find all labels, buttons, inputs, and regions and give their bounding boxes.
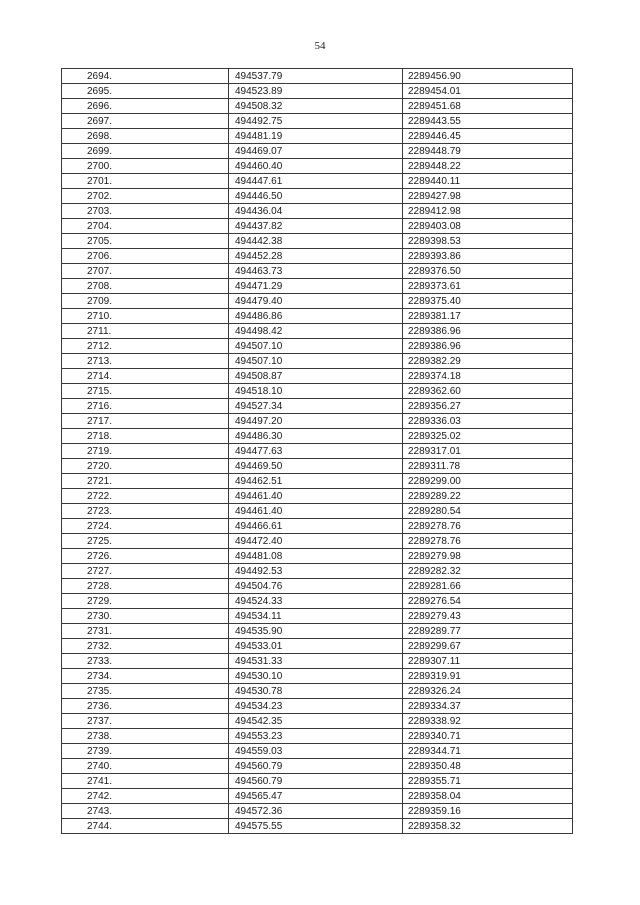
x-coordinate-cell: 494508.87 [229,369,403,384]
x-coordinate-cell: 494462.51 [229,474,403,489]
point-number-cell: 2715. [62,384,229,399]
x-coordinate-cell: 494477.63 [229,444,403,459]
x-coordinate-cell: 494463.73 [229,264,403,279]
point-number-cell: 2724. [62,519,229,534]
y-coordinate-cell: 2289356.27 [403,399,573,414]
point-number-cell: 2712. [62,339,229,354]
table-row [62,279,573,294]
coordinates-table [61,68,573,834]
x-coordinate-cell: 494507.10 [229,354,403,369]
table-row [62,234,573,249]
point-number-cell: 2700. [62,159,229,174]
y-coordinate-cell: 2289412.98 [403,204,573,219]
x-coordinate-cell: 494534.11 [229,609,403,624]
x-coordinate-cell: 494565.47 [229,789,403,804]
x-coordinate-cell: 494452.28 [229,249,403,264]
y-coordinate-cell: 2289278.76 [403,534,573,549]
y-coordinate-cell: 2289279.43 [403,609,573,624]
x-coordinate-cell: 494531.33 [229,654,403,669]
y-coordinate-cell: 2289317.01 [403,444,573,459]
x-coordinate-cell: 494498.42 [229,324,403,339]
point-number-cell: 2714. [62,369,229,384]
point-number-cell: 2739. [62,744,229,759]
table-row [62,129,573,144]
x-coordinate-cell: 494575.55 [229,819,403,834]
y-coordinate-cell: 2289325.02 [403,429,573,444]
x-coordinate-cell: 494530.78 [229,684,403,699]
table-row [62,684,573,699]
table-row [62,114,573,129]
y-coordinate-cell: 2289386.96 [403,324,573,339]
x-coordinate-cell: 494479.40 [229,294,403,309]
table-row [62,99,573,114]
point-number-cell: 2722. [62,489,229,504]
x-coordinate-cell: 494508.32 [229,99,403,114]
y-coordinate-cell: 2289355.71 [403,774,573,789]
point-number-cell: 2721. [62,474,229,489]
point-number-cell: 2732. [62,639,229,654]
y-coordinate-cell: 2289362.60 [403,384,573,399]
y-coordinate-cell: 2289446.45 [403,129,573,144]
y-coordinate-cell: 2289451.68 [403,99,573,114]
point-number-cell: 2734. [62,669,229,684]
table-row [62,144,573,159]
table-row [62,549,573,564]
x-coordinate-cell: 494534.23 [229,699,403,714]
table-row [62,309,573,324]
table-row [62,354,573,369]
x-coordinate-cell: 494542.35 [229,714,403,729]
x-coordinate-cell: 494466.61 [229,519,403,534]
point-number-cell: 2718. [62,429,229,444]
x-coordinate-cell: 494537.79 [229,69,403,84]
table-row [62,339,573,354]
point-number-cell: 2706. [62,249,229,264]
x-coordinate-cell: 494553.23 [229,729,403,744]
y-coordinate-cell: 2289299.67 [403,639,573,654]
point-number-cell: 2727. [62,564,229,579]
y-coordinate-cell: 2289338.92 [403,714,573,729]
x-coordinate-cell: 494507.10 [229,339,403,354]
y-coordinate-cell: 2289448.79 [403,144,573,159]
point-number-cell: 2703. [62,204,229,219]
x-coordinate-cell: 494486.30 [229,429,403,444]
point-number-cell: 2741. [62,774,229,789]
page-number: 54 [314,40,326,52]
y-coordinate-cell: 2289319.91 [403,669,573,684]
x-coordinate-cell: 494530.10 [229,669,403,684]
x-coordinate-cell: 494461.40 [229,489,403,504]
point-number-cell: 2694. [62,69,229,84]
point-number-cell: 2708. [62,279,229,294]
y-coordinate-cell: 2289359.16 [403,804,573,819]
x-coordinate-cell: 494447.61 [229,174,403,189]
table-row [62,264,573,279]
x-coordinate-cell: 494460.40 [229,159,403,174]
y-coordinate-cell: 2289456.90 [403,69,573,84]
y-coordinate-cell: 2289282.32 [403,564,573,579]
point-number-cell: 2696. [62,99,229,114]
point-number-cell: 2695. [62,84,229,99]
y-coordinate-cell: 2289311.78 [403,459,573,474]
point-number-cell: 2735. [62,684,229,699]
y-coordinate-cell: 2289279.98 [403,549,573,564]
x-coordinate-cell: 494504.76 [229,579,403,594]
y-coordinate-cell: 2289403.08 [403,219,573,234]
x-coordinate-cell: 494486.86 [229,309,403,324]
table-row [62,594,573,609]
point-number-cell: 2711. [62,324,229,339]
y-coordinate-cell: 2289278.76 [403,519,573,534]
table-row [62,819,573,834]
table-row [62,84,573,99]
table-row [62,729,573,744]
point-number-cell: 2728. [62,579,229,594]
x-coordinate-cell: 494461.40 [229,504,403,519]
point-number-cell: 2719. [62,444,229,459]
x-coordinate-cell: 494560.79 [229,774,403,789]
table-row [62,699,573,714]
y-coordinate-cell: 2289307.11 [403,654,573,669]
x-coordinate-cell: 494446.50 [229,189,403,204]
point-number-cell: 2697. [62,114,229,129]
table-row [62,759,573,774]
table-row [62,669,573,684]
x-coordinate-cell: 494436.04 [229,204,403,219]
table-row [62,534,573,549]
table-row [62,189,573,204]
x-coordinate-cell: 494523.89 [229,84,403,99]
x-coordinate-cell: 494559.03 [229,744,403,759]
table-row [62,714,573,729]
table-row [62,159,573,174]
table-row [62,654,573,669]
y-coordinate-cell: 2289340.71 [403,729,573,744]
point-number-cell: 2713. [62,354,229,369]
table-row [62,804,573,819]
table-row [62,744,573,759]
point-number-cell: 2710. [62,309,229,324]
x-coordinate-cell: 494497.20 [229,414,403,429]
x-coordinate-cell: 494533.01 [229,639,403,654]
point-number-cell: 2740. [62,759,229,774]
table-row [62,504,573,519]
y-coordinate-cell: 2289454.01 [403,84,573,99]
x-coordinate-cell: 494481.08 [229,549,403,564]
y-coordinate-cell: 2289336.03 [403,414,573,429]
y-coordinate-cell: 2289398.53 [403,234,573,249]
point-number-cell: 2731. [62,624,229,639]
y-coordinate-cell: 2289289.77 [403,624,573,639]
point-number-cell: 2726. [62,549,229,564]
table-row [62,489,573,504]
x-coordinate-cell: 494518.10 [229,384,403,399]
point-number-cell: 2709. [62,294,229,309]
x-coordinate-cell: 494469.07 [229,144,403,159]
point-number-cell: 2720. [62,459,229,474]
point-number-cell: 2729. [62,594,229,609]
x-coordinate-cell: 494492.53 [229,564,403,579]
table-row [62,204,573,219]
table-row [62,624,573,639]
x-coordinate-cell: 494560.79 [229,759,403,774]
point-number-cell: 2733. [62,654,229,669]
y-coordinate-cell: 2289299.00 [403,474,573,489]
table-row [62,564,573,579]
y-coordinate-cell: 2289373.61 [403,279,573,294]
y-coordinate-cell: 2289443.55 [403,114,573,129]
point-number-cell: 2730. [62,609,229,624]
table-row [62,789,573,804]
point-number-cell: 2742. [62,789,229,804]
point-number-cell: 2707. [62,264,229,279]
x-coordinate-cell: 494471.29 [229,279,403,294]
y-coordinate-cell: 2289281.66 [403,579,573,594]
y-coordinate-cell: 2289358.32 [403,819,573,834]
y-coordinate-cell: 2289375.40 [403,294,573,309]
y-coordinate-cell: 2289289.22 [403,489,573,504]
table-row [62,579,573,594]
table-row [62,429,573,444]
table-row [62,69,573,84]
point-number-cell: 2702. [62,189,229,204]
y-coordinate-cell: 2289427.98 [403,189,573,204]
y-coordinate-cell: 2289386.96 [403,339,573,354]
table-row [62,414,573,429]
y-coordinate-cell: 2289326.24 [403,684,573,699]
y-coordinate-cell: 2289448.22 [403,159,573,174]
table-row [62,324,573,339]
table-row [62,174,573,189]
table-row [62,639,573,654]
y-coordinate-cell: 2289350.48 [403,759,573,774]
point-number-cell: 2704. [62,219,229,234]
table-row [62,294,573,309]
table-row [62,609,573,624]
y-coordinate-cell: 2289334.37 [403,699,573,714]
point-number-cell: 2699. [62,144,229,159]
table-row [62,249,573,264]
y-coordinate-cell: 2289381.17 [403,309,573,324]
x-coordinate-cell: 494492.75 [229,114,403,129]
x-coordinate-cell: 494469.50 [229,459,403,474]
point-number-cell: 2705. [62,234,229,249]
y-coordinate-cell: 2289382.29 [403,354,573,369]
x-coordinate-cell: 494437.82 [229,219,403,234]
point-number-cell: 2716. [62,399,229,414]
table-row [62,384,573,399]
table-row [62,519,573,534]
y-coordinate-cell: 2289376.50 [403,264,573,279]
table-row [62,444,573,459]
x-coordinate-cell: 494527.34 [229,399,403,414]
table-row [62,774,573,789]
x-coordinate-cell: 494572.36 [229,804,403,819]
table-row [62,474,573,489]
table-row [62,459,573,474]
table-row [62,399,573,414]
point-number-cell: 2737. [62,714,229,729]
coordinates-table-body [62,69,573,834]
y-coordinate-cell: 2289374.18 [403,369,573,384]
point-number-cell: 2717. [62,414,229,429]
y-coordinate-cell: 2289358.04 [403,789,573,804]
point-number-cell: 2725. [62,534,229,549]
x-coordinate-cell: 494535.90 [229,624,403,639]
point-number-cell: 2744. [62,819,229,834]
table-row [62,369,573,384]
point-number-cell: 2736. [62,699,229,714]
point-number-cell: 2701. [62,174,229,189]
x-coordinate-cell: 494472.40 [229,534,403,549]
y-coordinate-cell: 2289393.86 [403,249,573,264]
y-coordinate-cell: 2289440.11 [403,174,573,189]
y-coordinate-cell: 2289280.54 [403,504,573,519]
x-coordinate-cell: 494442.38 [229,234,403,249]
point-number-cell: 2698. [62,129,229,144]
y-coordinate-cell: 2289344.71 [403,744,573,759]
x-coordinate-cell: 494481.19 [229,129,403,144]
point-number-cell: 2723. [62,504,229,519]
point-number-cell: 2738. [62,729,229,744]
point-number-cell: 2743. [62,804,229,819]
table-row [62,219,573,234]
y-coordinate-cell: 2289276.54 [403,594,573,609]
x-coordinate-cell: 494524.33 [229,594,403,609]
